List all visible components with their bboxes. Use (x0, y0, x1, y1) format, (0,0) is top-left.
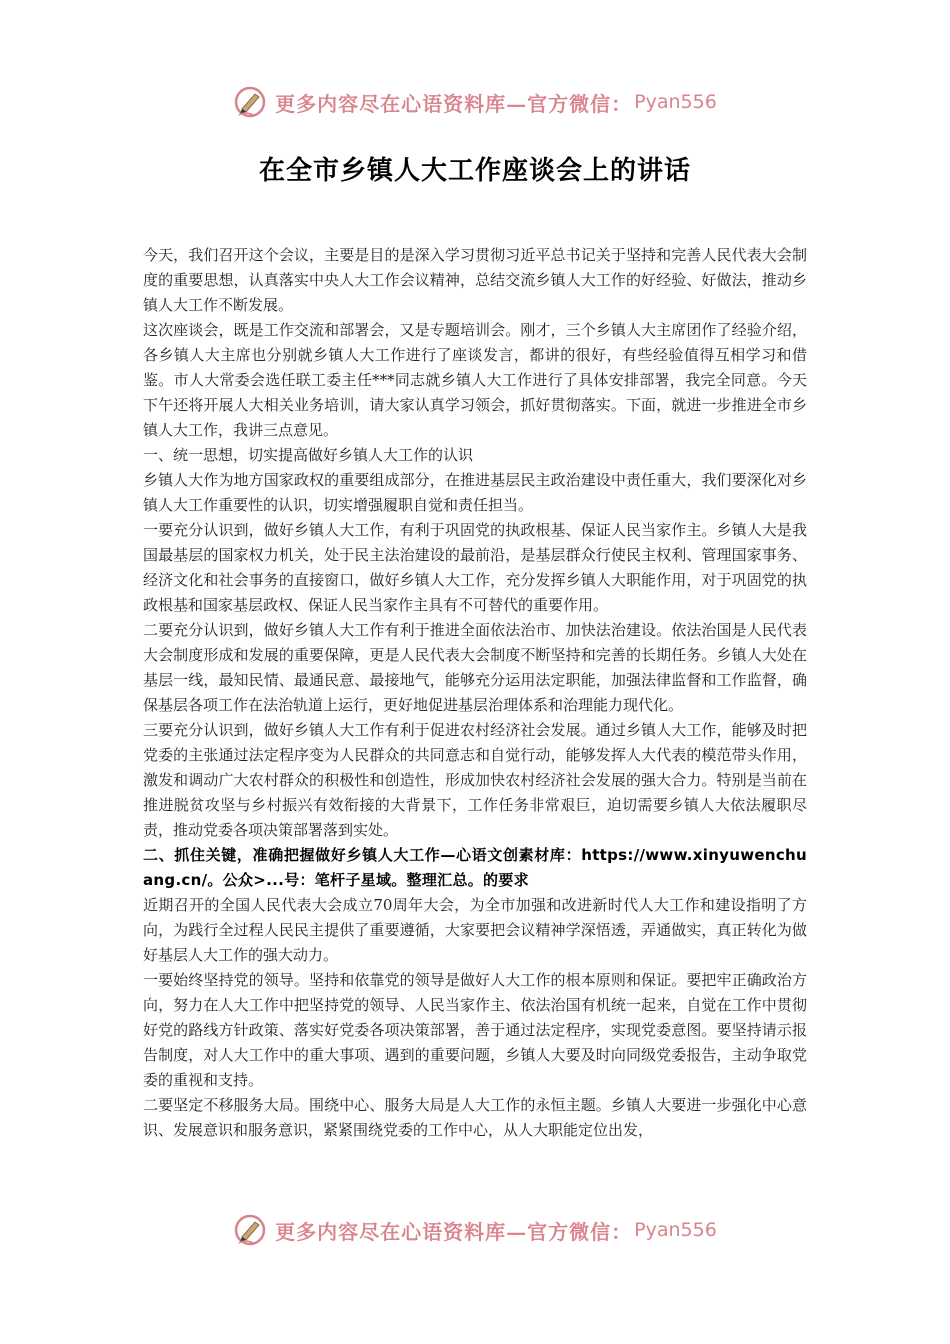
section-heading: 二、抓住关键，准确把握做好乡镇人大工作—心语文创素材库：https://www.xinyuwenchuang.cn/。公众>...号：笔杆子星域。整理汇总。的要求 (143, 846, 807, 889)
paragraph: 一要充分认识到，做好乡镇人大工作，有利于巩固党的执政根基、保证人民当家作主。乡镇人大是我国最基层的国家权力机关，处于民主法治建设的最前沿，是基层群众行使民主权利、管理国家事务、经济文化和社会事务的直接窗口，做好乡镇人大工作，充分发挥乡镇人大职能作用，对于巩固党的执政根基和国家基层政权、保证人民当家作主具有不可替代的重要作用。 (143, 521, 807, 614)
paragraph: 二要坚定不移服务大局。围绕中心、服务大局是人大工作的永恒主题。乡镇人大要进一步强化中心意识、发展意识和服务意识，紧紧围绕党委的工作中心，从人大职能定位出发， (143, 1096, 807, 1139)
section-heading: 一、统一思想，切实提高做好乡镇人大工作的认识 (143, 446, 474, 464)
paragraph: 一要始终坚持党的领导。坚持和依靠党的领导是做好人大工作的根本原则和保证。要把牢正确政治方向，努力在人大工作中把坚持党的领导、人民当家作主、依法治国有机统一起来，自觉在工作中贯彻好党的路线方针政策、落实好党委各项决策部署，善于通过法定程序，实现党委意图。要坚持请示报告制度，对人大工作中的重大事项、遇到的重要问题，乡镇人大要及时向同级党委报告，主动争取党委的重视和支持。 (143, 971, 807, 1089)
paragraph: 二要充分认识到，做好乡镇人大工作有利于推进全面依法治市、加快法治建设。依法治国是人民代表大会制度形成和发展的重要保障，更是人民代表大会制度不断坚持和完善的长期任务。乡镇人大处在基层一线，最知民情、最通民意、最接地气，能够充分运用法定职能，加强法律监督和工作监督，确保基层各项工作在法治轨道上运行，更好地促进基层治理体系和治理能力现代化。 (143, 621, 807, 714)
pen-logo-icon (233, 1213, 267, 1247)
paragraph: 近期召开的全国人民代表大会成立70周年大会，为全市加强和改进新时代人大工作和建设指明了方向，为践行全过程人民民主提供了重要遵循，大家要把会议精神学深悟透，弄通做实，真正转化为做好基层人大工作的强大动力。 (143, 896, 807, 964)
banner-wechat-id: Pyan556 (634, 91, 717, 113)
banner-text: 更多内容尽在心语资料库—官方微信： (275, 91, 633, 116)
banner-text: 更多内容尽在心语资料库—官方微信： (275, 1219, 633, 1244)
document-body (143, 243, 807, 1143)
header-watermark-banner (0, 80, 950, 124)
pen-logo-icon (233, 85, 267, 119)
paragraph: 乡镇人大作为地方国家政权的重要组成部分，在推进基层民主政治建设中责任重大，我们要深化对乡镇人大工作重要性的认识，切实增强履职自觉和责任担当。 (143, 471, 807, 514)
banner-wechat-id: Pyan556 (634, 1219, 717, 1241)
document-title: 在全市乡镇人大工作座谈会上的讲话 (258, 156, 691, 186)
paragraph: 今天，我们召开这个会议，主要是目的是深入学习贯彻习近平总书记关于坚持和完善人民代表大会制度的重要思想，认真落实中央人大工作会议精神，总结交流乡镇人大工作的好经验、好做法，推动乡镇人大工作不断发展。 (143, 246, 807, 314)
paragraph: 这次座谈会，既是工作交流和部署会，又是专题培训会。刚才，三个乡镇人大主席团作了经验介绍，各乡镇人大主席也分别就乡镇人大工作进行了座谈发言，都讲的很好，有些经验值得互相学习和借鉴。市人大常委会选任联工委主任***同志就乡镇人大工作进行了具体安排部署，我完全同意。今天下午还将开展人大相关业务培训，请大家认真学习领会，抓好贯彻落实。下面，就进一步推进全市乡镇人大工作，我讲三点意见。 (143, 321, 807, 439)
footer-watermark-banner (0, 1208, 950, 1252)
paragraph: 三要充分认识到，做好乡镇人大工作有利于促进农村经济社会发展。通过乡镇人大工作，能够及时把党委的主张通过法定程序变为人民群众的共同意志和自觉行动，能够发挥人大代表的模范带头作用，激发和调动广大农村群众的积极性和创造性，形成加快农村经济社会发展的强大合力。特别是当前在推进脱贫攻坚与乡村振兴有效衔接的大背景下，工作任务非常艰巨，迫切需要乡镇人大依法履职尽责，推动党委各项决策部署落到实处。 (143, 721, 807, 839)
